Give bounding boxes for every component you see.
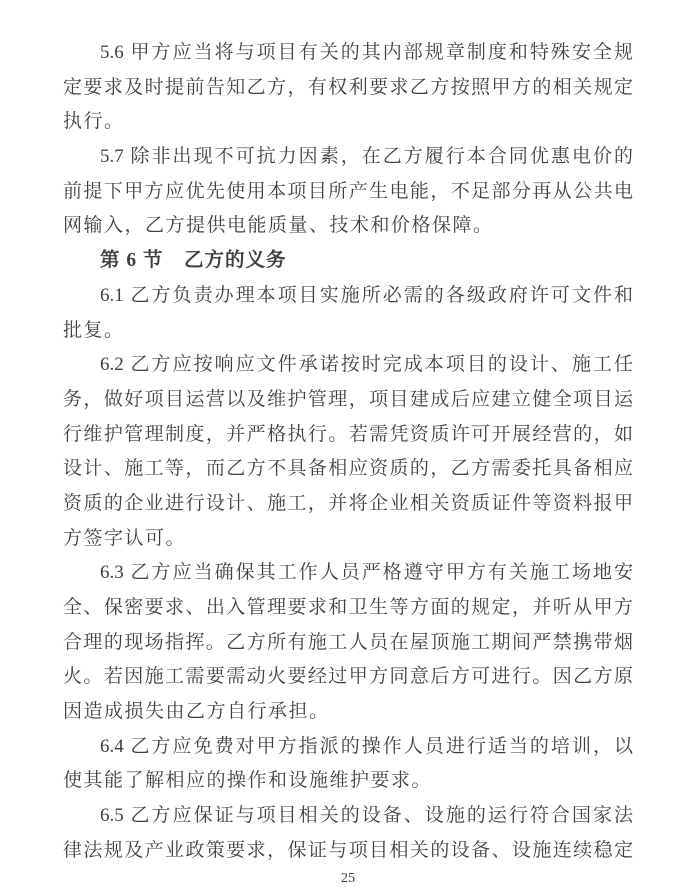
section-6-heading xyxy=(63,244,633,279)
text-line: 定要求及时提前告知乙方，有权利要求乙方按照甲方的相关规定 xyxy=(63,76,633,98)
text-line: 前提下甲方应优先使用本项目所产生电能，不足部分再从公共电 xyxy=(63,180,633,202)
text-line: 设计、施工等，而乙方不具备相应资质的，乙方需委托具备相应 xyxy=(63,458,633,480)
clause-5-7 xyxy=(63,140,633,244)
page-body xyxy=(63,36,633,869)
text-line: 资质的企业进行设计、施工，并将企业相关资质证件等资料报甲 xyxy=(63,492,633,514)
clause-6-3 xyxy=(63,556,633,729)
clause-6-2 xyxy=(63,348,633,556)
text-line: 务，做好项目运营以及维护管理，项目建成后应建立健全项目运 xyxy=(63,388,633,410)
text-line: 火。若因施工需要需动火要经过甲方同意后方可进行。因乙方原 xyxy=(63,666,633,688)
text-line: 因造成损失由乙方自行承担。 xyxy=(63,701,330,723)
text-line: 使其能了解相应的操作和设施维护要求。 xyxy=(63,770,433,792)
text-line: 6.4 乙方应免费对甲方指派的操作人员进行适当的培训，以 xyxy=(100,735,633,757)
text-line: 批复。 xyxy=(63,319,125,341)
text-line: 方签字认可。 xyxy=(63,527,187,549)
text-line: 6.2 乙方应按响应文件承诺按时完成本项目的设计、施工任 xyxy=(100,354,633,376)
clause-6-5 xyxy=(63,799,633,868)
page-number: 25 xyxy=(341,871,355,886)
clause-5-6 xyxy=(63,36,633,140)
text-line: 律法规及产业政策要求，保证与项目相关的设备、设施连续稳定 xyxy=(63,839,633,861)
text-line: 执行。 xyxy=(63,111,125,133)
text-line: 6.5 乙方应保证与项目相关的设备、设施的运行符合国家法 xyxy=(100,805,633,827)
text-line: 行维护管理制度，并严格执行。若需凭资质许可开展经营的，如 xyxy=(63,423,633,445)
clause-6-1 xyxy=(63,279,633,348)
text-line: 网输入，乙方提供电能质量、技术和价格保障。 xyxy=(63,215,494,237)
text-line: 6.3 乙方应当确保其工作人员严格遵守甲方有关施工场地安 xyxy=(100,562,633,584)
text-line: 5.7 除非出现不可抗力因素，在乙方履行本合同优惠电价的 xyxy=(100,146,633,168)
text-line: 6.1 乙方负责办理本项目实施所必需的各级政府许可文件和 xyxy=(100,284,633,306)
text-line: 全、保密要求、出入管理要求和卫生等方面的规定，并听从甲方 xyxy=(63,597,633,618)
text-line: 5.6 甲方应当将与项目有关的其内部规章制度和特殊安全规 xyxy=(100,42,633,63)
text-line: 合理的现场指挥。乙方所有施工人员在屋顶施工期间严禁携带烟 xyxy=(63,631,633,653)
section-heading-line: 第 6 节 乙方的义务 xyxy=(100,250,287,272)
clause-6-4 xyxy=(63,730,633,799)
